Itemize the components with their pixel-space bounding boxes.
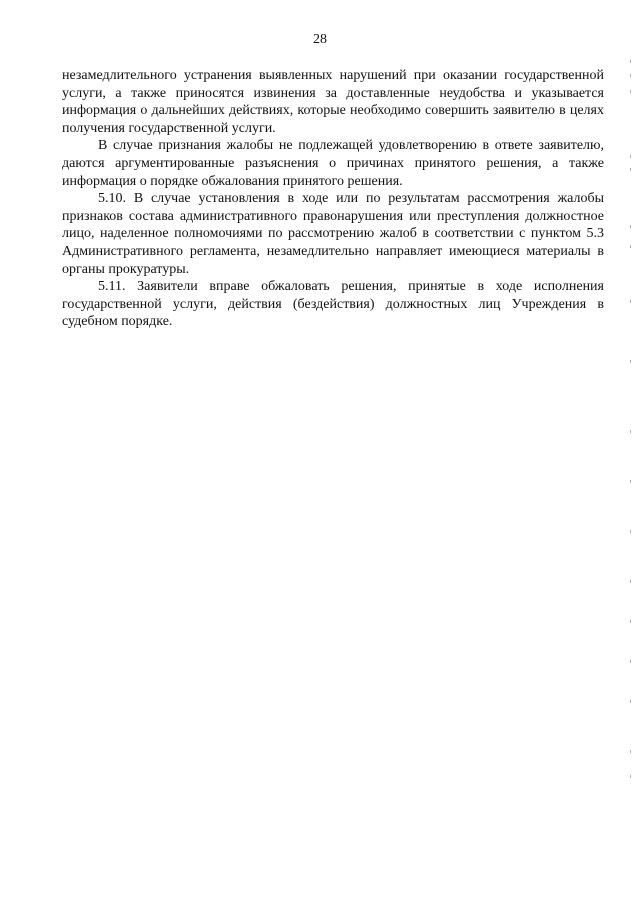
paragraph-refusal-case: В случае признания жалобы не подлежащей удовлетворению в ответе заявителю, даются аргументированные разъяснения о причинах принятого решения, а также информация о порядке обжалования принятого решения. [62, 138, 604, 189]
page-number: 28 [313, 32, 327, 47]
paragraph-clause-5-11: 5.11. Заявители вправе обжаловать решения, принятые в ходе исполнения государственной услуги, действия (бездействия) должностных лиц Учреждения в судебном порядке. [62, 279, 604, 330]
paragraph-continuation: незамедлительного устранения выявленных нарушений при оказании государственной услуги, а также приносятся извинения за доставленные неудобства и указывается информация о дальнейших действиях, которые необходимо совершить заявителю в целях получения государственной услуги. [62, 68, 604, 136]
paragraph-clause-5-10: 5.10. В случае установления в ходе или по результатам рассмотрения жалобы признаков состава административного правонарушения или преступления должностное лицо, наделенное полномочиями по рассмотрению жалоб в соответствии с пунктом 5.3 Административного регламента, незамедлительно направляет имеющиеся материалы в органы прокуратуры. [62, 191, 604, 277]
document-body [62, 67, 604, 331]
scan-margin-marks [630, 60, 632, 780]
